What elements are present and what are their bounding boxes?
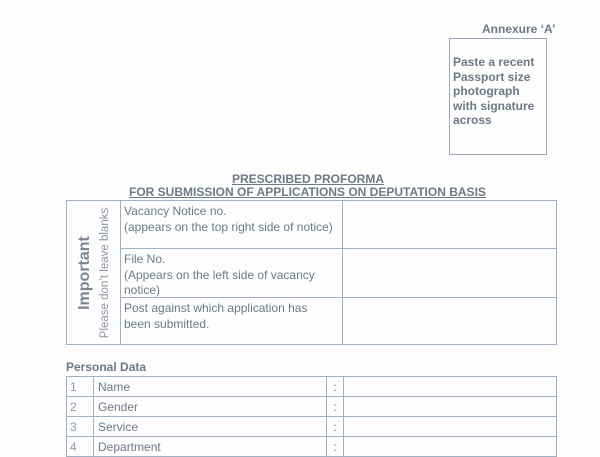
personal-data-heading: Personal Data [66, 360, 147, 374]
photo-instruction-line: across [453, 113, 492, 127]
photo-instruction-line: Paste a recent [453, 55, 535, 69]
file-no-label [120, 249, 343, 297]
label-line: notice) [124, 283, 161, 297]
label-line: been submitted. [124, 316, 210, 331]
service-field[interactable] [344, 417, 556, 436]
vacancy-notice-field[interactable] [343, 201, 556, 248]
table-row [67, 437, 556, 457]
photo-instruction-line: photograph [453, 84, 520, 98]
table-row [67, 377, 556, 397]
important-subheading: Please don’t leave blanks [99, 207, 111, 339]
photo-placeholder-box [449, 38, 547, 155]
annexure-label: Annexure ‘A’ [482, 22, 556, 36]
table-row [67, 417, 556, 437]
gender-label: Gender [98, 400, 139, 414]
service-label: Service [98, 420, 139, 434]
row-number: 3 [67, 417, 94, 436]
colon-separator: : [326, 437, 344, 456]
colon-separator: : [326, 377, 344, 396]
post-applied-label [120, 298, 343, 344]
important-row-vacancy-notice [120, 201, 556, 249]
department-field[interactable] [344, 437, 556, 456]
personal-data-table [66, 376, 557, 457]
post-applied-field[interactable] [343, 298, 556, 344]
table-row [67, 397, 556, 417]
department-label: Department [98, 440, 161, 454]
label-line: Post against which application has [124, 301, 308, 315]
important-info-table [66, 200, 557, 345]
important-side-panel [67, 201, 121, 344]
label-line: Vacancy Notice no. [124, 204, 227, 218]
label-line: (Appears on the left side of vacancy [124, 267, 315, 282]
row-number: 4 [67, 437, 94, 456]
label-line: (appears on the top right side of notice) [124, 219, 333, 234]
row-number: 2 [67, 397, 94, 416]
form-title: PRESCRIBED PROFORMA [232, 172, 385, 186]
important-row-file-no [120, 249, 556, 298]
photo-instruction-line: Passport size [453, 69, 531, 84]
colon-separator: : [326, 397, 344, 416]
file-no-field[interactable] [343, 249, 556, 297]
important-row-post [120, 298, 556, 344]
row-number: 1 [67, 377, 94, 396]
photo-instruction-line: with signature [453, 98, 535, 113]
gender-field[interactable] [344, 397, 556, 416]
name-field[interactable] [344, 377, 556, 396]
vacancy-notice-label [120, 201, 343, 248]
important-heading: Important [76, 236, 93, 310]
name-label: Name [98, 380, 131, 394]
colon-separator: : [326, 417, 344, 436]
form-subtitle: FOR SUBMISSION OF APPLICATIONS ON DEPUTATION BASIS [129, 185, 486, 199]
label-line: File No. [124, 252, 166, 266]
